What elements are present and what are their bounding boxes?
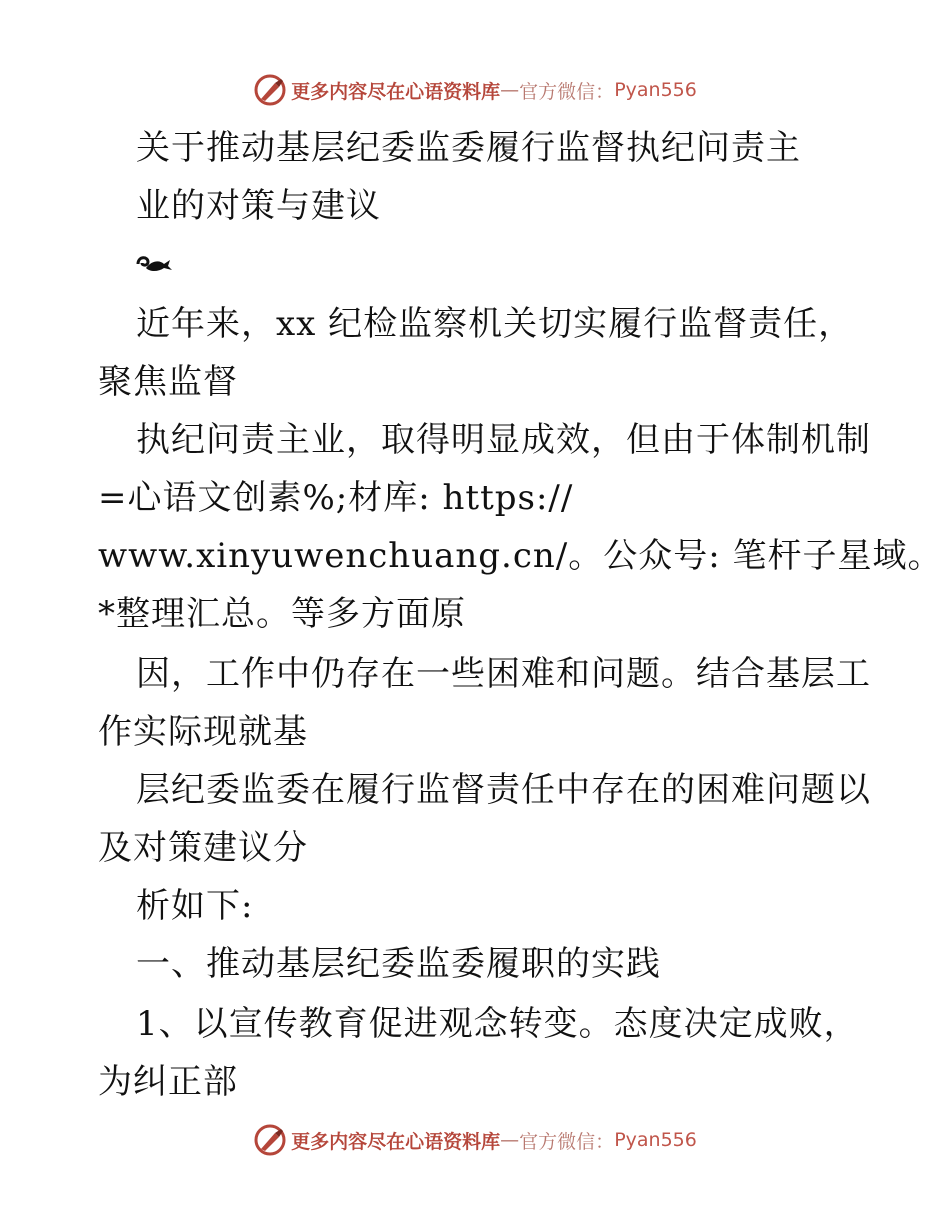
banner-brand: 更多内容尽在心语资料库 (291, 1130, 501, 1153)
footer-banner (0, 1122, 950, 1158)
body-line-13: 1、以宣传教育促进观念转变。态度决定成败， (136, 1004, 859, 1044)
banner-dash: — (500, 1129, 520, 1151)
banner-wechat-id: Pyan556 (614, 79, 697, 101)
banner-brand: 更多内容尽在心语资料库 (291, 80, 501, 103)
body-line-9: 层纪委监委在履行监督责任中存在的困难问题以 (136, 770, 871, 810)
banner-official: 官方微信： (519, 80, 615, 103)
body-line-6: *整理汇总。等多方面原 (98, 594, 466, 634)
doc-title-line-1: 关于推动基层纪委监委履行监督执纪问责主 (136, 128, 801, 168)
body-line-3: 执纪问责主业，取得明显成效，但由于体制机制 (136, 420, 871, 460)
pen-logo-icon (253, 1123, 287, 1157)
body-line-2: 聚焦监督 (98, 362, 238, 402)
header-banner (0, 72, 950, 108)
doc-title-line-2: 业的对策与建议 (136, 186, 381, 226)
banner-official: 官方微信： (519, 1130, 615, 1153)
section-heading-1: 一、推动基层纪委监委履职的实践 (136, 944, 661, 984)
banner-wechat-id: Pyan556 (614, 1129, 697, 1151)
body-line-11: 析如下: (136, 886, 254, 926)
body-line-10: 及对策建议分 (98, 828, 308, 868)
fleuron-ornament-icon (134, 250, 174, 278)
body-line-14: 为纠正部 (98, 1062, 238, 1102)
banner-dash: — (500, 79, 520, 101)
body-line-4: =心语文创素%;材库: https:// (98, 478, 574, 518)
body-line-1: 近年来，xx 纪检监察机关切实履行监督责任， (136, 304, 854, 344)
body-line-8: 作实际现就基 (98, 712, 308, 752)
body-line-7: 因，工作中仍存在一些困难和问题。结合基层工 (136, 654, 871, 694)
pen-logo-icon (253, 73, 287, 107)
body-line-5: www.xinyuwenchuang.cn/。公众号: 笔杆子星域。 (98, 536, 943, 576)
